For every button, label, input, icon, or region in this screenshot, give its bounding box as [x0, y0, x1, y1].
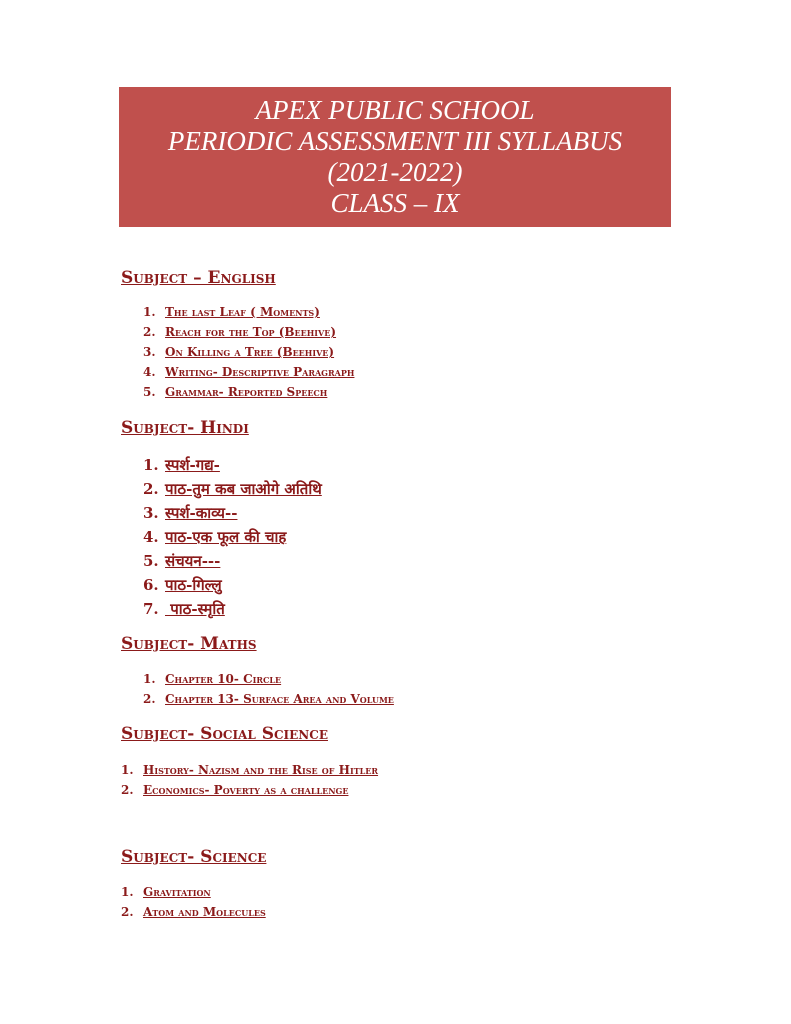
list-item: 1. Gravitation [121, 885, 211, 899]
list-item: 3. On Killing a Tree (Beehive) [143, 345, 335, 359]
list-item: 3. स्पर्श-काव्य-- [143, 504, 238, 522]
school-name: APEX PUBLIC SCHOOL [255, 95, 535, 125]
academic-year: (2021-2022) [327, 157, 463, 187]
list-item: 7. पाठ-स्मृति [143, 600, 225, 618]
hindi-heading: Subject- Hindi [121, 418, 249, 438]
list-item: 1. The last Leaf ( Moments) [143, 305, 320, 319]
list-item: 5. संचयन--- [143, 552, 221, 570]
list-item: 4. पाठ-एक फूल की चाह [143, 528, 287, 546]
title-banner [119, 87, 671, 227]
list-item: 2. Atom and Molecules [121, 905, 266, 919]
list-item: 1. Chapter 10- Circle [143, 672, 282, 686]
class-label: CLASS – IX [330, 188, 460, 218]
english-heading: Subject – English [121, 268, 276, 288]
social-science-heading: Subject- Social Science [121, 724, 328, 744]
list-item: 2. पाठ-तुम कब जाओगे अतिथि [143, 480, 322, 498]
list-item: 1. History- Nazism and the Rise of Hitler [121, 763, 379, 777]
list-item: 2. Economics- Poverty as a challenge [121, 783, 349, 797]
maths-heading: Subject- Maths [121, 634, 257, 654]
assessment-title: PERIODIC ASSESSMENT III SYLLABUS [167, 126, 623, 156]
list-item: 2. Reach for the Top (Beehive) [143, 325, 337, 339]
list-item: 5. Grammar- Reported Speech [143, 385, 328, 399]
science-heading: Subject- Science [121, 847, 267, 867]
list-item: 2. Chapter 13- Surface Area and Volume [143, 692, 394, 706]
list-item: 1. स्पर्श-गद्य- [143, 456, 220, 474]
list-item: 6. पाठ-गिल्लु [143, 576, 222, 594]
list-item: 4. Writing- Descriptive Paragraph [143, 365, 355, 379]
